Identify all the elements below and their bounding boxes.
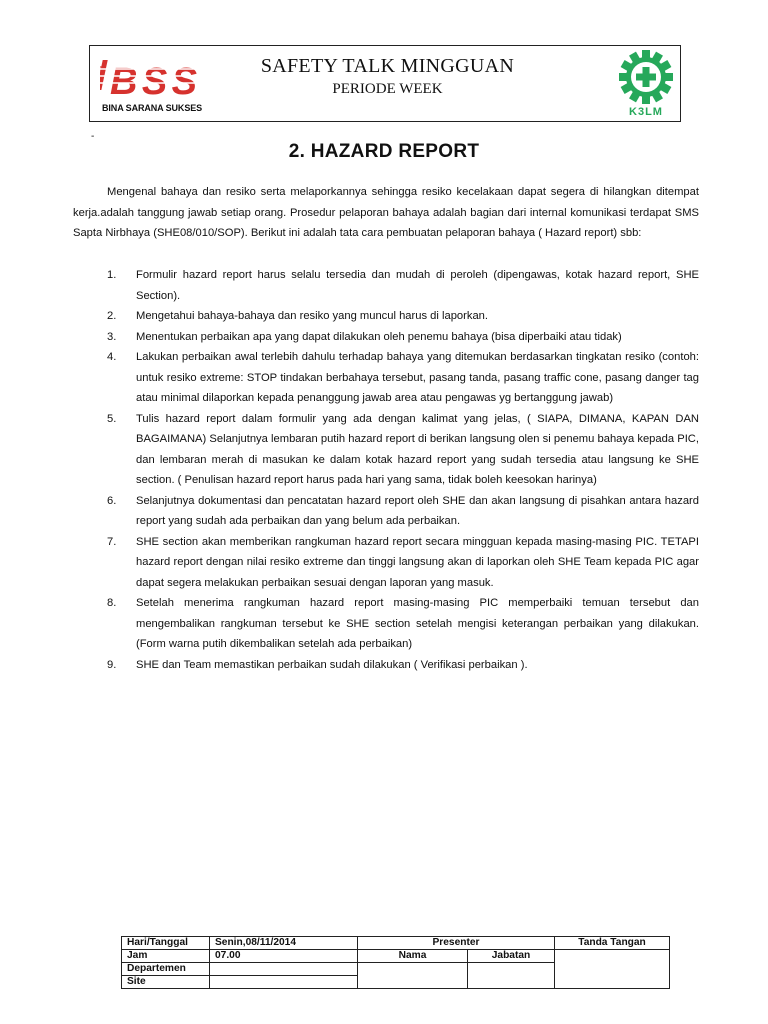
label-departemen: Departemen	[122, 963, 210, 976]
document-header	[89, 45, 681, 122]
list-item-number: 6.	[107, 494, 117, 507]
list-item	[0, 347, 699, 409]
list-item-number: 4.	[107, 351, 117, 363]
list-item-number: 1.	[107, 269, 117, 281]
value-jam: 07.00	[210, 950, 358, 963]
intro-text: Mengenal bahaya dan resiko serta melaporkannya sehingga resiko kecelakaan dapat segera di hilangkan ditempat kerja.adalah tanggung jawab setiap orang. Prosedur pelaporan bahaya adalah bagian dari internal komunikasi terdapat SMS Sapta Nirbhaya (SHE08/010/SOP). Berikut ini adalah tata cara pembuatan pelaporan bahaya ( Hazard report) sbb:	[73, 186, 699, 239]
list-item	[0, 491, 699, 532]
list-item-number: 9.	[107, 658, 117, 671]
document-subtitle: PERIODE WEEK	[332, 81, 443, 97]
signature-cell	[555, 950, 670, 989]
value-departemen	[210, 963, 358, 976]
list-item	[0, 532, 699, 594]
document-title: SAFETY TALK MINGGUAN	[260, 55, 515, 77]
k3lm-label: K3LM	[629, 106, 663, 118]
intro-paragraph	[73, 182, 699, 244]
list-item	[0, 306, 699, 327]
list-item-text: Lakukan perbaikan awal terlebih dahulu terhadap bahaya yang ditemukan berdasarkan tingkatan resiko (contoh: untuk resiko extreme: STOP tindakan berbahaya tersebut, pasang tanda, pasang traffic cone, pasang danger tag atau minimal dilaporkan kepada penanggung jawab area atau pengawas yg bertanggung jawab)	[136, 351, 699, 404]
bss-logo	[100, 54, 210, 116]
list-item	[0, 327, 699, 348]
signoff-table	[121, 936, 670, 989]
jabatan-value-cell	[468, 963, 555, 989]
label-hari-tanggal: Hari/Tanggal	[122, 937, 210, 950]
list-item-number: 7.	[107, 535, 117, 548]
jabatan-header: Jabatan	[468, 950, 555, 963]
bss-logo-subtitle: BINA SARANA SUKSES	[102, 103, 203, 113]
stray-dash: -	[91, 131, 95, 142]
list-item-number: 2.	[107, 310, 117, 322]
value-hari-tanggal: Senin,08/11/2014	[210, 937, 358, 950]
list-item-text: Menentukan perbaikan apa yang dapat dilakukan oleh penemu bahaya (bisa diperbaiki atau tidak)	[136, 330, 622, 343]
k3-gear-cross-emblem	[612, 48, 680, 120]
list-item-number: 8.	[107, 597, 117, 609]
list-item-text: Selanjutnya dokumentasi dan pencatatan hazard report oleh SHE dan akan langsung di pisahkan antara hazard report yang sudah ada perbaikan dan yang belum ada perbaikan.	[136, 494, 699, 527]
list-item	[0, 655, 699, 676]
bss-logo-letters: BSS	[110, 61, 196, 103]
k3-gear-icon	[612, 48, 680, 108]
procedure-list	[0, 265, 768, 675]
nama-header: Nama	[358, 950, 468, 963]
section-title: 2. HAZARD REPORT	[288, 141, 480, 162]
label-site: Site	[122, 976, 210, 989]
list-item-text: Tulis hazard report dalam formulir yang ada dengan kalimat yang jelas, ( SIAPA, DIMANA, KAPAN DAN BAGAIMANA) Selanjutnya lembaran putih hazard report di berikan langsung olen si penemu bahaya kepada PIC, dan lembaran merah di masukan ke dalam kotak hazard report yang sudah tersedia atau langsung ke SHE section. ( Penulisan hazard report harus pada hari yang sama, tidak boleh keesokan harinya)	[136, 412, 699, 486]
list-item	[0, 593, 699, 655]
value-site	[210, 976, 358, 989]
label-jam: Jam	[122, 950, 210, 963]
presenter-header: Presenter	[358, 937, 555, 950]
list-item	[0, 409, 699, 491]
list-item-number: 5.	[107, 412, 117, 425]
list-item-text: Mengetahui bahaya-bahaya dan resiko yang muncul harus di laporkan.	[136, 310, 489, 322]
list-item-text: SHE dan Team memastikan perbaikan sudah dilakukan ( Verifikasi perbaikan ).	[136, 658, 528, 671]
list-item-number: 3.	[107, 330, 117, 343]
list-item-text: Setelah menerima rangkuman hazard report masing-masing PIC memperbaiki temuan tersebut dan mengembalikan rangkuman tersebut ke SHE section setelah mengisi keterangan perbaikan yang dilakukan. (Form warna putih dikembalikan setelah ada perbaikan)	[136, 597, 699, 650]
list-item	[0, 265, 699, 306]
tanda-tangan-header: Tanda Tangan	[555, 937, 670, 950]
list-item-text: SHE section akan memberikan rangkuman hazard report secara mingguan kepada masing-masing PIC. TETAPI hazard report dengan nilai resiko extreme dan tinggi langsung akan di laporkan oleh SHE Team kepada PIC agar dapat segera melakukan perbaikan sesuai dengan laporan yang masuk.	[136, 535, 699, 589]
bss-logo-mark	[100, 54, 210, 104]
nama-value-cell	[358, 963, 468, 989]
list-item-text: Formulir hazard report harus selalu tersedia dan mudah di peroleh (dipengawas, kotak hazard report, SHE Section).	[136, 269, 699, 302]
